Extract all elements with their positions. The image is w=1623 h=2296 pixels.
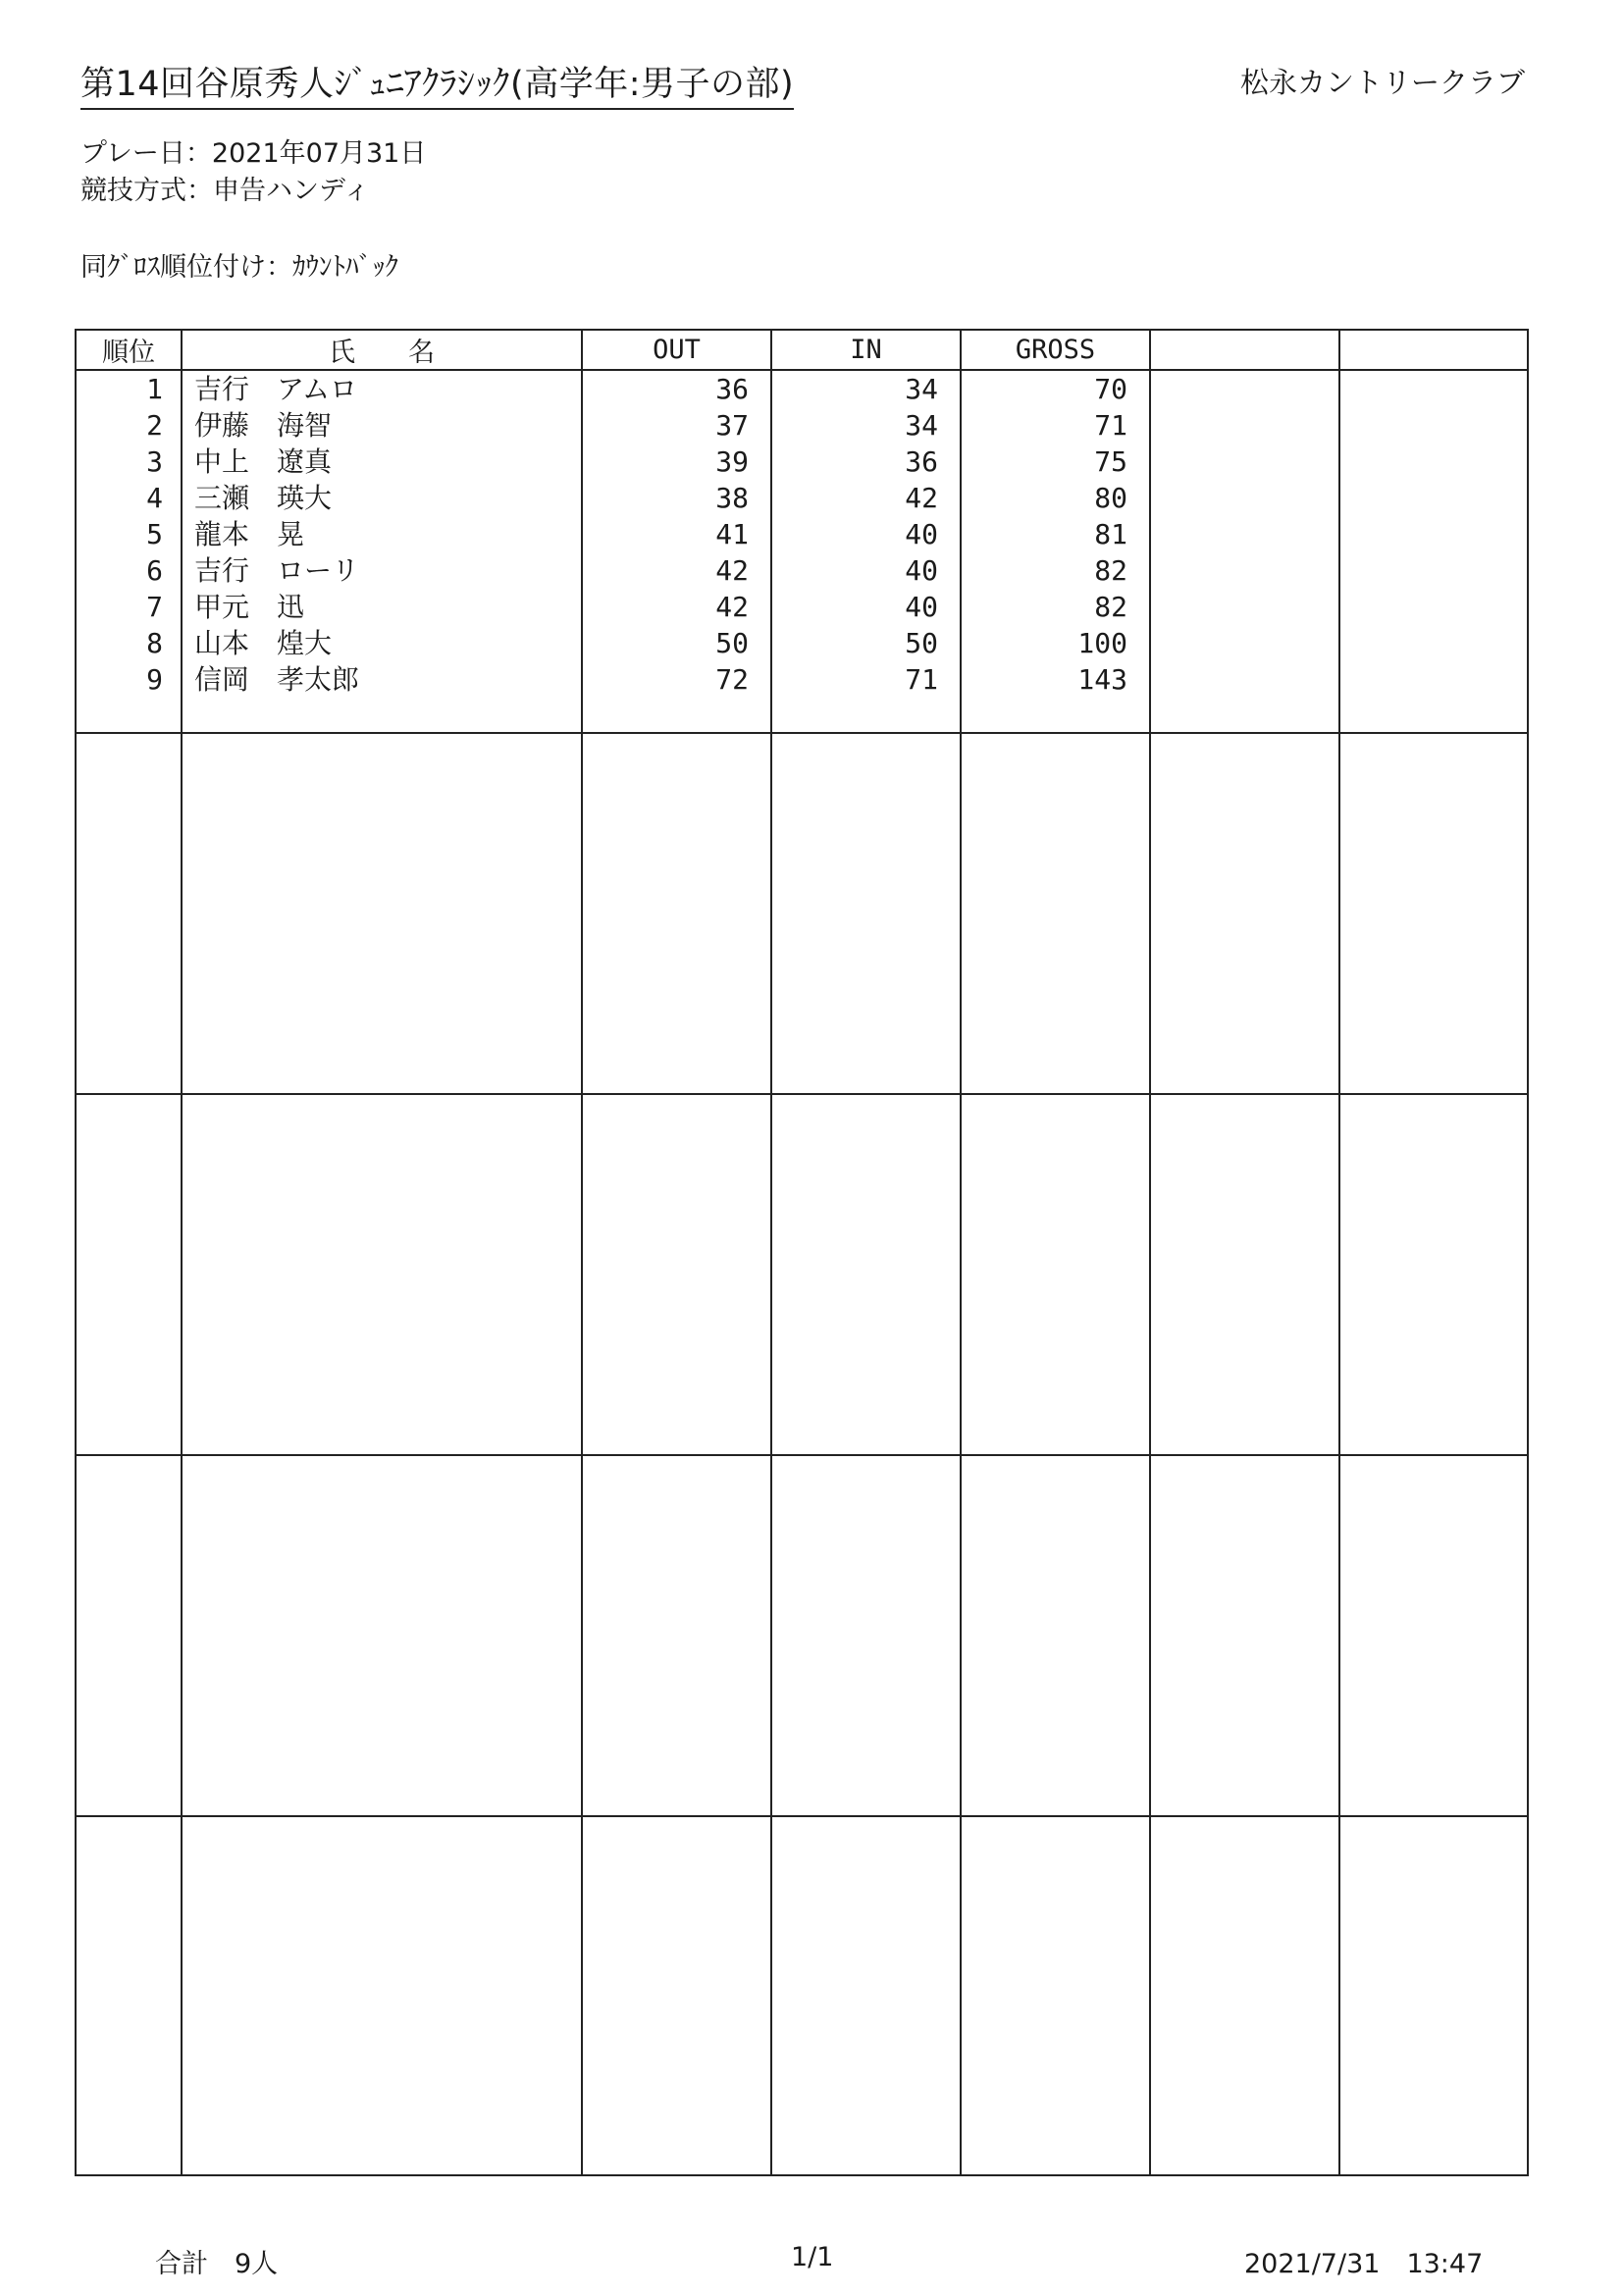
rank-column xyxy=(76,370,182,733)
blank-cell xyxy=(1150,1816,1339,2175)
column-header-blank-1 xyxy=(1150,330,1339,370)
tiebreak-label: 同ｸﾞﾛｽ順位付け xyxy=(80,252,266,283)
in-column xyxy=(771,370,961,733)
blank-cell xyxy=(1339,1094,1528,1455)
rank-cell: 1 xyxy=(146,373,163,405)
in-score: 34 xyxy=(905,409,938,442)
results-block xyxy=(76,370,1528,733)
blank-cell xyxy=(182,1455,582,1816)
column-header-rank: 順位 xyxy=(76,330,182,370)
format-label: 競技方式 xyxy=(80,176,186,206)
gross-score: 100 xyxy=(1077,627,1127,659)
out-score: 39 xyxy=(715,445,749,478)
document-title: 第14回谷原秀人ｼﾞｭﾆｱｸﾗｼｯｸ(高学年:男子の部) xyxy=(80,57,794,110)
rank-cell: 6 xyxy=(146,554,163,587)
player-name: 山本 煌大 xyxy=(194,627,333,659)
separator: ： xyxy=(266,252,292,283)
blank-cell xyxy=(771,1455,961,1816)
blank-cell xyxy=(771,1816,961,2175)
blank-cell xyxy=(1150,733,1339,1094)
player-name: 三瀬 瑛大 xyxy=(194,482,333,514)
tiebreak-line xyxy=(80,245,398,284)
blank-cell xyxy=(182,733,582,1094)
out-score: 36 xyxy=(715,373,749,405)
rank-cell: 7 xyxy=(146,591,163,623)
player-name: 甲元 迅 xyxy=(194,591,305,623)
blank-cell xyxy=(961,1094,1150,1455)
separator: ： xyxy=(186,176,213,206)
column-header-gross: GROSS xyxy=(961,330,1150,370)
blank-cell xyxy=(1339,370,1528,733)
empty-block xyxy=(76,733,1528,1094)
blank-cell xyxy=(76,733,182,1094)
results-table xyxy=(75,329,1529,2176)
in-score: 42 xyxy=(905,482,938,514)
rank-cell: 2 xyxy=(146,409,163,442)
out-column xyxy=(582,370,771,733)
gross-score: 81 xyxy=(1094,518,1127,550)
blank-cell xyxy=(76,1094,182,1455)
out-score: 72 xyxy=(715,663,749,696)
column-header-name: 氏 名 xyxy=(182,330,582,370)
table-header-row xyxy=(76,330,1528,370)
gross-score: 82 xyxy=(1094,554,1127,587)
tiebreak-value: ｶｳﾝﾄﾊﾞｯｸ xyxy=(292,252,398,283)
out-score: 42 xyxy=(715,591,749,623)
blank-cell xyxy=(771,733,961,1094)
gross-score: 70 xyxy=(1094,373,1127,405)
blank-cell xyxy=(1150,1094,1339,1455)
blank-cell xyxy=(1339,1455,1528,1816)
rank-cell: 9 xyxy=(146,663,163,696)
blank-cell xyxy=(582,1094,771,1455)
gross-score: 143 xyxy=(1077,663,1127,696)
column-header-in: IN xyxy=(771,330,961,370)
club-name: 松永カントリークラブ xyxy=(1239,66,1525,99)
format-value: 申告ハンディ xyxy=(213,176,370,206)
page-number: 1/1 xyxy=(791,2242,834,2272)
blank-cell xyxy=(961,1455,1150,1816)
out-score: 41 xyxy=(715,518,749,550)
in-score: 71 xyxy=(905,663,938,696)
play-date-line xyxy=(80,131,426,170)
gross-score: 71 xyxy=(1094,409,1127,442)
rank-cell: 8 xyxy=(146,627,163,659)
player-name: 信岡 孝太郎 xyxy=(194,663,360,696)
blank-cell xyxy=(961,1816,1150,2175)
blank-cell xyxy=(582,733,771,1094)
blank-cell xyxy=(76,1455,182,1816)
blank-cell xyxy=(182,1816,582,2175)
print-timestamp: 2021/7/31 13:47 xyxy=(1244,2249,1484,2279)
column-header-blank-2 xyxy=(1339,330,1528,370)
blank-cell xyxy=(771,1094,961,1455)
column-header-out: OUT xyxy=(582,330,771,370)
blank-cell xyxy=(1150,1455,1339,1816)
player-name: 吉行 ローリ xyxy=(194,554,360,587)
player-name: 中上 遼真 xyxy=(194,445,333,478)
gross-column xyxy=(961,370,1150,733)
blank-cell xyxy=(582,1455,771,1816)
empty-block xyxy=(76,1094,1528,1455)
in-score: 34 xyxy=(905,373,938,405)
in-score: 36 xyxy=(905,445,938,478)
play-date-label: プレー日 xyxy=(80,138,185,169)
gross-score: 80 xyxy=(1094,482,1127,514)
out-score: 50 xyxy=(715,627,749,659)
player-name: 伊藤 海智 xyxy=(194,409,333,442)
blank-cell xyxy=(182,1094,582,1455)
out-score: 42 xyxy=(715,554,749,587)
gross-score: 75 xyxy=(1094,445,1127,478)
out-score: 38 xyxy=(715,482,749,514)
in-score: 40 xyxy=(905,554,938,587)
player-name: 龍本 晃 xyxy=(194,518,305,550)
play-date-value: 2021年07月31日 xyxy=(211,138,427,169)
in-score: 40 xyxy=(905,518,938,550)
blank-cell xyxy=(1150,370,1339,733)
blank-cell xyxy=(1339,1816,1528,2175)
rank-cell: 4 xyxy=(146,482,163,514)
blank-cell xyxy=(1339,733,1528,1094)
total-count: 合計 9人 xyxy=(155,2249,279,2279)
rank-cell: 5 xyxy=(146,518,163,550)
in-score: 40 xyxy=(905,591,938,623)
format-line xyxy=(80,169,370,207)
empty-block xyxy=(76,1816,1528,2175)
blank-cell xyxy=(961,733,1150,1094)
empty-block xyxy=(76,1455,1528,1816)
rank-cell: 3 xyxy=(146,445,163,478)
separator: ： xyxy=(184,138,212,169)
out-score: 37 xyxy=(715,409,749,442)
in-score: 50 xyxy=(905,627,938,659)
blank-cell xyxy=(76,1816,182,2175)
blank-cell xyxy=(582,1816,771,2175)
name-column xyxy=(182,370,582,733)
gross-score: 82 xyxy=(1094,591,1127,623)
player-name: 吉行 アムロ xyxy=(194,373,358,405)
